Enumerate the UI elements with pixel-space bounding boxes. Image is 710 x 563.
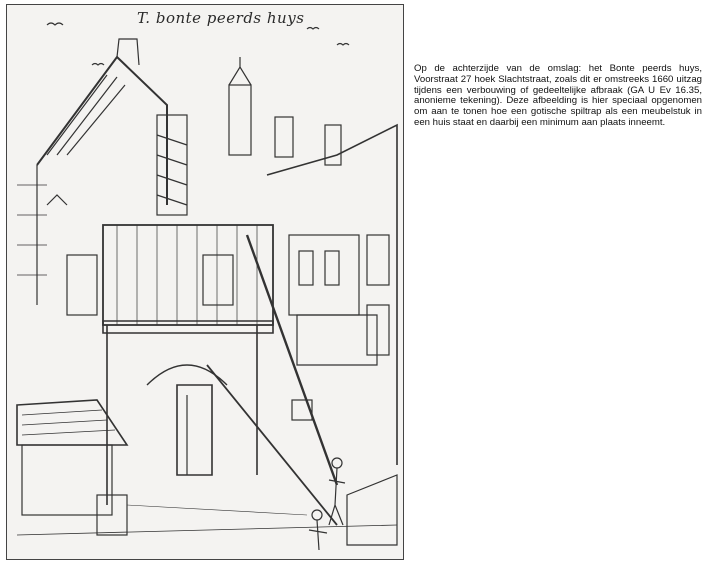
support-pole: [247, 235, 337, 485]
sketch-artwork: [7, 5, 403, 559]
bird-sketch: [47, 23, 63, 25]
drawing-inscription: T. bonte peerds huys: [137, 9, 305, 27]
church-tower: [229, 85, 251, 155]
bird-sketch: [307, 28, 319, 30]
bird-sketch: [337, 44, 349, 46]
left-gable-roof: [37, 57, 167, 205]
figure-head: [332, 458, 342, 468]
caption-text: Op de achterzijde van de omslag: het Bonte peerds huys, Voorstraat 27 hoek Slachtstraat, zoals dit er omstreeks 1660 uitzag tijdens een verbouwing of gedeeltelijke afbraak (GA U Ev 16.35, anonieme tekening). Deze afbeelding is hier speciaal opgenomen om aan te tonen hoe een gotische spiltrap als een meubelstuk in een huis staat en daarbij een minimum aan plaats inneemt.: [414, 63, 702, 128]
doorway: [177, 385, 212, 475]
bird-sketch: [92, 64, 104, 66]
figure-body: [329, 468, 345, 525]
historic-drawing: [6, 4, 404, 560]
tiled-roof: [17, 400, 127, 445]
right-roofline: [267, 125, 397, 465]
floor-beam: [103, 321, 273, 333]
timber-frame: [103, 225, 273, 325]
